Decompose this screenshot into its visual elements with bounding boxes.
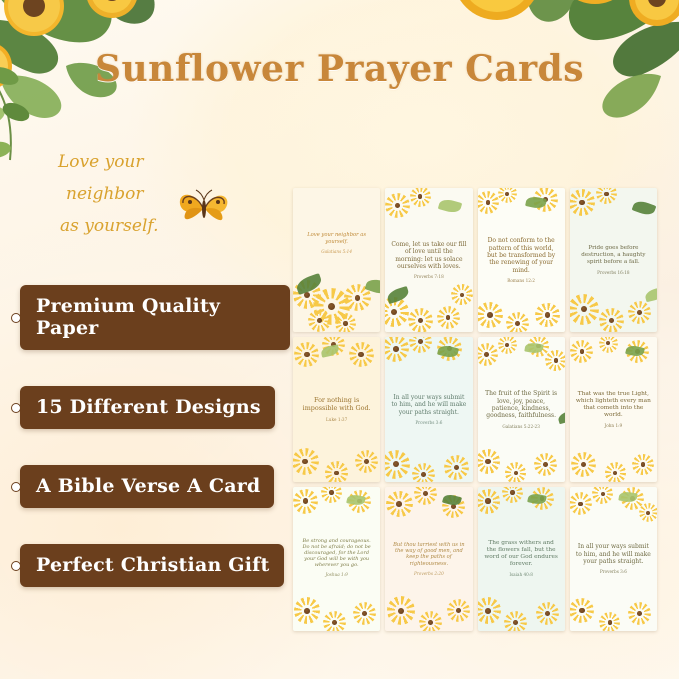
sunflower-center [637, 310, 642, 315]
feature-label: Premium Quality Paper [36, 295, 221, 339]
sunflower-center [423, 491, 428, 496]
feature-label: A Bible Verse A Card [36, 475, 261, 497]
card-verse-reference: Joshua 1:9 [325, 572, 348, 578]
sunflower-center [421, 472, 426, 477]
sunflower-decoration [540, 458, 552, 470]
sunflower-decoration [415, 191, 426, 202]
sunflower-center [329, 490, 333, 494]
sunflower-center [362, 611, 367, 616]
sunflower-center [393, 346, 399, 352]
sunflower-decoration [313, 315, 325, 327]
card-verse-text: But thou tarriest with us in the way of good men, and keep the paths of righteousness. [393, 541, 465, 567]
sunflower-center [355, 295, 361, 301]
sunflower-decoration [510, 616, 522, 628]
sunflower-center [454, 465, 459, 470]
sunflower-decoration [300, 604, 314, 618]
sunflower-center [505, 343, 509, 347]
sunflower-decoration [610, 467, 621, 478]
sunflower-center [418, 339, 423, 344]
sunflower-decoration [388, 457, 403, 472]
sunflower-decoration [425, 616, 437, 628]
sunflower-center [486, 200, 491, 205]
sunflower-center [418, 318, 423, 323]
sunflower-decoration [574, 498, 586, 510]
sunflower-decoration [326, 487, 337, 498]
card-verse [385, 215, 472, 305]
sunflower-center [514, 471, 518, 475]
sunflower-decoration [605, 314, 618, 327]
sunflower-decoration [576, 301, 592, 317]
sunflower-decoration [453, 605, 465, 617]
leaf-decoration [438, 197, 462, 215]
sunflower-decoration [298, 454, 312, 468]
sunflower-center [580, 349, 585, 354]
sunflower-decoration [601, 188, 612, 199]
sunflower-center [304, 352, 309, 357]
prayer-card [385, 337, 472, 481]
card-verse [570, 519, 657, 598]
sunflower-decoration [393, 603, 408, 618]
card-verse [478, 213, 565, 307]
card-verse-text: Come, let us take our fill of love until the morning: let us solace ourselves with loves. [391, 240, 467, 270]
sunflower-decoration [597, 488, 608, 499]
sunflower-center [637, 611, 642, 616]
tagline-line-3: as yourself. [60, 216, 159, 236]
butterfly-icon [176, 186, 232, 230]
sunflower-center [364, 459, 369, 464]
sunflower-center [608, 620, 612, 624]
card-verse [293, 232, 380, 288]
feature-label: Perfect Christian Gift [36, 554, 270, 576]
prayer-card [570, 188, 657, 332]
sunflower-center [510, 490, 514, 494]
card-verse-text: The grass withers and the flowers fall, but the word of our God endures forever. [484, 540, 558, 568]
card-verse-text: Be strong and courageous. Do not be afraid; do not be discouraged, for the Lord your God will be with you wherever you go. [302, 538, 371, 569]
sunflower-decoration [510, 467, 521, 478]
feature-pill-a-bible-verse-a-card [20, 465, 274, 508]
sunflower-decoration [355, 348, 368, 361]
sunflower-center [609, 318, 614, 323]
sunflower-decoration [392, 497, 406, 511]
card-verse-reference: Galatians 5:22-23 [502, 423, 540, 429]
sunflower-center [515, 321, 520, 326]
sunflower-decoration [638, 459, 649, 470]
sunflower-center [606, 341, 610, 345]
sunflower-center [317, 318, 322, 323]
sunflower-center [485, 459, 490, 464]
card-verse-reference: Proverbs 7:18 [413, 274, 444, 280]
card-verse-text: Do not conform to the pattern of this world, but be transformed by the renewing of your mind. [487, 237, 556, 274]
prayer-card [385, 188, 472, 332]
sunflower-decoration [450, 461, 463, 474]
sunflower-center [613, 471, 617, 475]
sunflower-center [579, 200, 585, 206]
card-verse-text: Love your neighbor as yourself. [307, 232, 367, 245]
leaf-decoration [631, 199, 656, 218]
sunflower-center [641, 462, 645, 466]
page-title: Sunflower Prayer Cards [95, 48, 584, 90]
sunflower-center [393, 461, 399, 467]
sunflower-decoration [414, 337, 426, 347]
card-verse [570, 219, 657, 301]
sunflower-center [395, 203, 400, 208]
sunflower-decoration [480, 349, 492, 361]
sunflower-center [396, 501, 402, 507]
sunflower-center [484, 352, 489, 357]
card-verse-reference: Romans 12:2 [507, 277, 535, 283]
card-verse-reference: John 1:9 [604, 423, 623, 429]
sunflower-decoration [418, 468, 430, 480]
sunflower-center [485, 608, 491, 614]
card-verse-reference: Proverbs 3:6 [599, 569, 627, 575]
sunflower-decoration [391, 199, 404, 212]
prayer-card [570, 487, 657, 631]
sunflower-center [302, 459, 308, 465]
card-verse [478, 366, 565, 452]
sunflower-center [334, 471, 339, 476]
sunflower-center [513, 620, 518, 625]
card-verse-text: In all your ways submit to him, and he will make your paths straight. [391, 393, 467, 416]
sunflower-decoration [331, 467, 343, 479]
card-verse-reference: Proverbs 16:18 [597, 269, 630, 275]
bullet-dot-icon [11, 482, 21, 492]
sunflower-center [328, 303, 336, 311]
sunflower-decoration [576, 346, 588, 358]
sunflower-center [303, 498, 308, 503]
sunflower-decoration [442, 312, 454, 324]
feature-list [20, 285, 290, 623]
sunflower-center [304, 608, 310, 614]
card-verse-text: For nothing is impossible with God. [302, 396, 371, 412]
sunflower-decoration [299, 495, 312, 508]
prayer-card [385, 487, 472, 631]
sunflower-center [545, 611, 550, 616]
card-verse [293, 516, 380, 602]
sunflower-center [446, 315, 451, 320]
card-verse-text: The fruit of the Spirit is love, joy, peace, patience, kindness, goodness, faithfulness. [485, 390, 558, 420]
sunflower-decoration [634, 306, 646, 318]
sunflower-decoration [360, 455, 372, 467]
sunflower-center [604, 192, 608, 196]
card-verse [385, 370, 472, 449]
feature-label: 15 Different Designs [36, 396, 261, 418]
bullet-dot-icon [11, 313, 21, 323]
sunflower-decoration [634, 608, 646, 620]
sunflower-center [578, 502, 583, 507]
card-verse [385, 516, 472, 603]
sunflower-decoration [419, 488, 431, 500]
sunflower-decoration [551, 355, 562, 366]
sunflower-center [398, 608, 404, 614]
sunflower-center [505, 192, 509, 196]
sunflower-decoration [351, 291, 365, 305]
tagline-line-1: Love your [58, 152, 144, 172]
sunflower-decoration [300, 348, 313, 361]
sunflower-center [543, 462, 548, 467]
sunflower-decoration [502, 189, 512, 199]
card-verse-text: That was the true Light, which lighteth every man that cometh into the world. [575, 390, 651, 418]
prayer-card [293, 337, 380, 481]
sunflower-center [579, 608, 584, 613]
sunflower-decoration [575, 604, 588, 617]
feature-pill-perfect-christian-gift [20, 544, 284, 587]
prayer-card [478, 188, 565, 332]
sunflower-decoration [481, 604, 495, 618]
card-verse [478, 516, 565, 601]
card-verse-text: In all your ways submit to him, and he will make your paths straight. [575, 543, 651, 565]
bullet-dot-icon [11, 561, 21, 571]
prayer-card [478, 337, 565, 481]
sunflower-decoration [507, 487, 518, 498]
sunflower-decoration [414, 314, 427, 327]
sunflower-center [332, 620, 337, 625]
sunflower-decoration [482, 196, 494, 208]
prayer-card-grid [293, 188, 657, 631]
sunflower-center [456, 608, 461, 613]
sunflower-center [601, 492, 605, 496]
sunflower-decoration [481, 495, 494, 508]
sunflower-center [487, 312, 493, 318]
sunflower-center [581, 306, 587, 312]
sunflower-decoration [643, 508, 653, 518]
sunflower-center [391, 309, 397, 315]
sunflower-center [554, 358, 558, 362]
sunflower-decoration [483, 308, 497, 322]
card-verse-text: Pride goes before destruction, a haughty spirit before a fall. [581, 245, 646, 265]
sunflower-decoration [603, 338, 613, 348]
card-verse-reference: Galatians 5:14 [321, 248, 353, 254]
prayer-card [293, 487, 380, 631]
sunflower-decoration [577, 458, 590, 471]
sunflower-decoration [329, 616, 341, 628]
feature-pill-15-different-designs [20, 386, 275, 429]
sunflower-decoration [386, 304, 402, 320]
sunflower-decoration [359, 608, 371, 620]
sunflower-decoration [541, 608, 553, 620]
sunflower-decoration [575, 195, 589, 209]
prayer-card [478, 487, 565, 631]
sunflower-center [343, 321, 347, 325]
sunflower-center [581, 462, 586, 467]
sunflower-decoration [340, 318, 351, 329]
sunflower-decoration [541, 309, 554, 322]
sunflower-center [485, 498, 490, 503]
card-verse-reference: Proverbs 2:20 [413, 570, 444, 576]
prayer-card [293, 188, 380, 332]
card-verse-reference: Luke 1:37 [326, 416, 348, 422]
sunflower-decoration [481, 455, 494, 468]
sunflower-center [418, 194, 422, 198]
card-verse-reference: Proverbs 3:6 [415, 419, 443, 425]
sunflower-decoration [604, 617, 615, 628]
card-verse [570, 367, 657, 452]
feature-pill-premium-quality-paper [20, 285, 290, 350]
prayer-card [570, 337, 657, 481]
sunflower-center [646, 511, 650, 515]
sunflower-decoration [502, 340, 512, 350]
card-verse [293, 371, 380, 448]
sunflower-center [358, 352, 363, 357]
tagline-line-2: neighbor [66, 184, 144, 204]
sunflower-decoration [389, 342, 403, 356]
sunflower-center [428, 620, 433, 625]
sunflower-decoration [512, 318, 524, 330]
bullet-dot-icon [11, 403, 21, 413]
sunflower-center [545, 312, 550, 317]
card-verse-reference: Isaiah 40:8 [509, 572, 533, 578]
